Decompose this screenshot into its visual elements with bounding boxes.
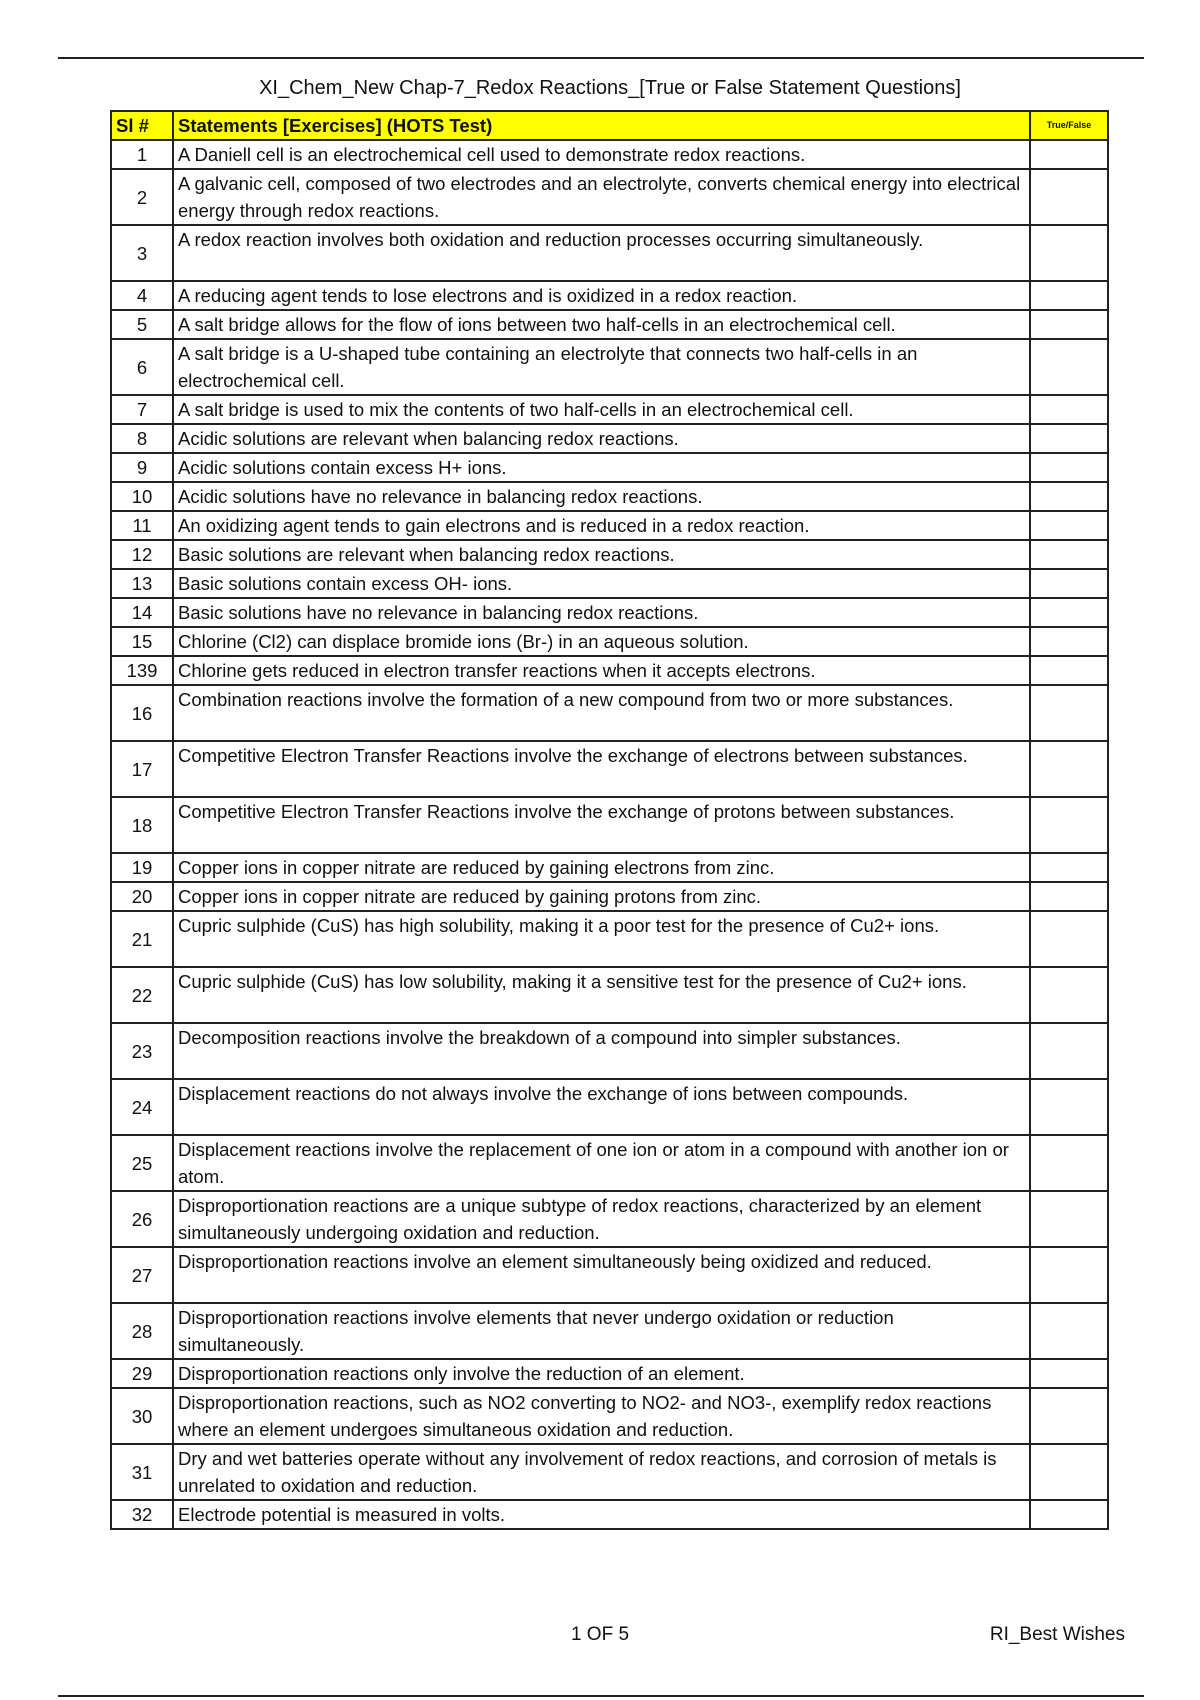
row-statement: Competitive Electron Transfer Reactions involve the exchange of protons between substances. [173,797,1030,853]
row-number: 16 [111,685,173,741]
row-statement: Acidic solutions are relevant when balancing redox reactions. [173,424,1030,453]
table-row [111,482,1108,511]
row-statement: Dry and wet batteries operate without any involvement of redox reactions, and corrosion of metals is unrelated to oxidation and reduction. [173,1444,1030,1500]
row-answer-cell[interactable] [1030,741,1108,797]
document-title: XI_Chem_New Chap-7_Redox Reactions_[True or False Statement Questions] [259,77,961,99]
row-number: 26 [111,1191,173,1247]
row-number: 21 [111,911,173,967]
row-answer-cell[interactable] [1030,225,1108,281]
row-statement: Disproportionation reactions, such as NO2 converting to NO2- and NO3-, exemplify redox reactions where an element undergoes simultaneous oxidation and reduction. [173,1388,1030,1444]
row-answer-cell[interactable] [1030,967,1108,1023]
row-statement: Copper ions in copper nitrate are reduced by gaining electrons from zinc. [173,853,1030,882]
row-statement: Acidic solutions contain excess H+ ions. [173,453,1030,482]
row-statement: Disproportionation reactions involve elements that never undergo oxidation or reduction simultaneously. [173,1303,1030,1359]
header-true-false: True/False [1030,111,1108,140]
header-statements: Statements [Exercises] (HOTS Test) [173,111,1030,140]
row-statement: A Daniell cell is an electrochemical cell used to demonstrate redox reactions. [173,140,1030,169]
row-statement: Disproportionation reactions only involve the reduction of an element. [173,1359,1030,1388]
row-answer-cell[interactable] [1030,395,1108,424]
table-row [111,853,1108,882]
row-answer-cell[interactable] [1030,1247,1108,1303]
row-answer-cell[interactable] [1030,281,1108,310]
table-row [111,882,1108,911]
row-number: 3 [111,225,173,281]
row-answer-cell[interactable] [1030,1359,1108,1388]
table-row [111,627,1108,656]
row-number: 139 [111,656,173,685]
row-statement: Chlorine (Cl2) can displace bromide ions (Br-) in an aqueous solution. [173,627,1030,656]
table-row [111,911,1108,967]
header-serial-number: Sl # [111,111,173,140]
row-answer-cell[interactable] [1030,339,1108,395]
table-row [111,967,1108,1023]
table-row [111,1444,1108,1500]
table-row [111,685,1108,741]
row-number: 23 [111,1023,173,1079]
row-answer-cell[interactable] [1030,511,1108,540]
row-number: 9 [111,453,173,482]
page-number: 1 OF 5 [570,1624,630,1645]
row-answer-cell[interactable] [1030,853,1108,882]
row-number: 11 [111,511,173,540]
row-answer-cell[interactable] [1030,1303,1108,1359]
row-statement: Combination reactions involve the formation of a new compound from two or more substances. [173,685,1030,741]
table-row [111,1500,1108,1529]
row-statement: Copper ions in copper nitrate are reduced by gaining protons from zinc. [173,882,1030,911]
row-number: 32 [111,1500,173,1529]
row-answer-cell[interactable] [1030,482,1108,511]
footer-note: RI_Best Wishes [989,1624,1125,1645]
table-row [111,310,1108,339]
row-statement: A salt bridge allows for the flow of ions between two half-cells in an electrochemical cell. [173,310,1030,339]
table-row [111,169,1108,225]
row-number: 5 [111,310,173,339]
row-number: 24 [111,1079,173,1135]
row-answer-cell[interactable] [1030,569,1108,598]
table-row [111,511,1108,540]
row-statement: Chlorine gets reduced in electron transfer reactions when it accepts electrons. [173,656,1030,685]
row-number: 4 [111,281,173,310]
row-number: 18 [111,797,173,853]
table-header-row [111,111,1108,140]
row-statement: Basic solutions contain excess OH- ions. [173,569,1030,598]
table-row [111,395,1108,424]
row-number: 12 [111,540,173,569]
row-number: 8 [111,424,173,453]
row-number: 29 [111,1359,173,1388]
table-row [111,1023,1108,1079]
table-row [111,424,1108,453]
row-number: 10 [111,482,173,511]
row-answer-cell[interactable] [1030,797,1108,853]
row-answer-cell[interactable] [1030,540,1108,569]
row-statement: Acidic solutions have no relevance in balancing redox reactions. [173,482,1030,511]
row-statement: A salt bridge is used to mix the contents of two half-cells in an electrochemical cell. [173,395,1030,424]
table-row [111,741,1108,797]
row-answer-cell[interactable] [1030,1023,1108,1079]
table-row [111,453,1108,482]
row-answer-cell[interactable] [1030,1079,1108,1135]
row-statement: Disproportionation reactions are a unique subtype of redox reactions, characterized by an element simultaneously undergoing oxidation and reduction. [173,1191,1030,1247]
row-answer-cell[interactable] [1030,598,1108,627]
row-number: 19 [111,853,173,882]
row-statement: Displacement reactions involve the replacement of one ion or atom in a compound with another ion or atom. [173,1135,1030,1191]
row-number: 6 [111,339,173,395]
row-number: 25 [111,1135,173,1191]
row-number: 31 [111,1444,173,1500]
bottom-rule [58,1695,1144,1697]
row-statement: Cupric sulphide (CuS) has high solubility, making it a poor test for the presence of Cu2+ ions. [173,911,1030,967]
row-number: 30 [111,1388,173,1444]
row-answer-cell[interactable] [1030,169,1108,225]
row-answer-cell[interactable] [1030,1500,1108,1529]
row-statement: Competitive Electron Transfer Reactions involve the exchange of electrons between substances. [173,741,1030,797]
row-answer-cell[interactable] [1030,685,1108,741]
row-answer-cell[interactable] [1030,1388,1108,1444]
table-row [111,797,1108,853]
row-statement: Decomposition reactions involve the breakdown of a compound into simpler substances. [173,1023,1030,1079]
questions-table [110,110,1109,1530]
row-number: 15 [111,627,173,656]
row-statement: A galvanic cell, composed of two electrodes and an electrolyte, converts chemical energy into electrical energy through redox reactions. [173,169,1030,225]
row-answer-cell[interactable] [1030,656,1108,685]
table-row [111,1359,1108,1388]
row-statement: A reducing agent tends to lose electrons and is oxidized in a redox reaction. [173,281,1030,310]
row-answer-cell[interactable] [1030,882,1108,911]
row-number: 7 [111,395,173,424]
row-answer-cell[interactable] [1030,453,1108,482]
table-row [111,1191,1108,1247]
row-answer-cell[interactable] [1030,310,1108,339]
row-number: 22 [111,967,173,1023]
table-row [111,281,1108,310]
table-row [111,1247,1108,1303]
row-answer-cell[interactable] [1030,627,1108,656]
row-statement: Disproportionation reactions involve an element simultaneously being oxidized and reduced. [173,1247,1030,1303]
row-statement: A redox reaction involves both oxidation and reduction processes occurring simultaneously. [173,225,1030,281]
table-row [111,225,1108,281]
row-answer-cell[interactable] [1030,1444,1108,1500]
row-number: 27 [111,1247,173,1303]
table-row [111,1303,1108,1359]
table-row [111,1388,1108,1444]
row-number: 28 [111,1303,173,1359]
row-answer-cell[interactable] [1030,1191,1108,1247]
table-row [111,569,1108,598]
row-answer-cell[interactable] [1030,1135,1108,1191]
row-statement: Displacement reactions do not always involve the exchange of ions between compounds. [173,1079,1030,1135]
row-answer-cell[interactable] [1030,424,1108,453]
top-rule [58,57,1144,59]
row-statement: Electrode potential is measured in volts. [173,1500,1030,1529]
row-number: 20 [111,882,173,911]
row-answer-cell[interactable] [1030,911,1108,967]
table-row [111,540,1108,569]
row-number: 1 [111,140,173,169]
row-statement: An oxidizing agent tends to gain electrons and is reduced in a redox reaction. [173,511,1030,540]
row-statement: Basic solutions have no relevance in balancing redox reactions. [173,598,1030,627]
table-row [111,598,1108,627]
row-number: 13 [111,569,173,598]
row-statement: Basic solutions are relevant when balancing redox reactions. [173,540,1030,569]
table-row [111,1079,1108,1135]
table-body [111,140,1108,1529]
row-statement: A salt bridge is a U-shaped tube containing an electrolyte that connects two half-cells in an electrochemical cell. [173,339,1030,395]
table-row [111,1135,1108,1191]
table-row [111,656,1108,685]
row-number: 2 [111,169,173,225]
table-row [111,140,1108,169]
row-statement: Cupric sulphide (CuS) has low solubility, making it a sensitive test for the presence of Cu2+ ions. [173,967,1030,1023]
table-row [111,339,1108,395]
row-answer-cell[interactable] [1030,140,1108,169]
row-number: 14 [111,598,173,627]
row-number: 17 [111,741,173,797]
